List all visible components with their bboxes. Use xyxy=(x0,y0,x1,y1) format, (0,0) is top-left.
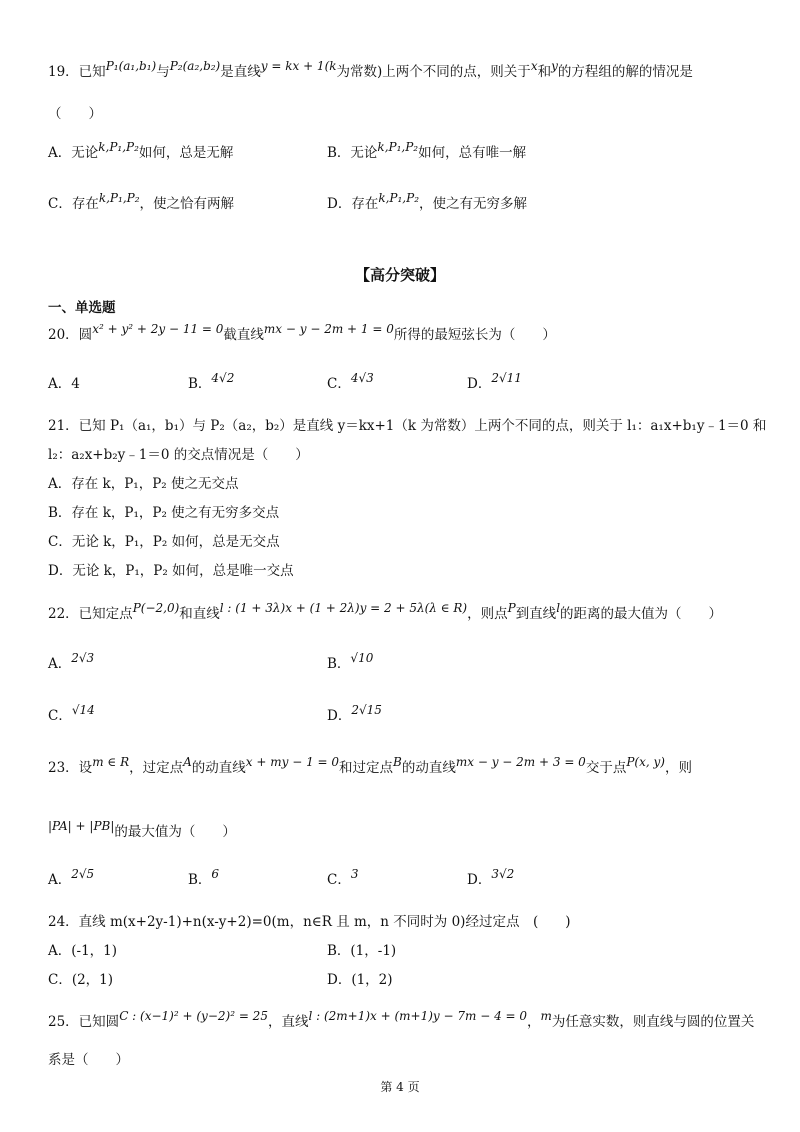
q20-option-a[interactable]: A．4 xyxy=(48,376,80,392)
q21-option-a[interactable]: A．存在 k，P₁，P₂ 使之无交点 xyxy=(48,476,239,492)
q25-stem-line2: 系是（ ） xyxy=(48,1052,129,1068)
q24-stem: 24．直线 m(x+2y-1)+n(x-y+2)=0(m，n∈R 且 m，n 不同时为 0)经过定点 ( ) xyxy=(48,914,571,930)
q19-line: y = kx + 1(k xyxy=(260,59,337,73)
q22-option-a[interactable]: A．2√3 xyxy=(48,651,95,672)
q24-option-d[interactable]: D．(1，2) xyxy=(327,972,393,988)
q21-option-d[interactable]: D．无论 k，P₁，P₂ 如何，总是唯一交点 xyxy=(48,563,294,579)
q19-paren: （ ） xyxy=(48,106,102,122)
q22-option-c[interactable]: C．√14 xyxy=(48,703,95,724)
q24-option-a[interactable]: A．(-1，1) xyxy=(48,943,118,959)
section-subtitle: 一、单选题 xyxy=(48,300,116,316)
q20-option-d[interactable]: D．2√11 xyxy=(467,371,522,392)
q21-stem-line1: 21．已知 P₁（a₁，b₁）与 P₂（a₂，b₂）是直线 y＝kx+1（k 为常数）上两个不同的点，则关于 l₁：a₁x+b₁y﹣1＝0 和 xyxy=(48,418,767,434)
q21-stem-line2: l₂：a₂x+b₂y﹣1＝0 的交点情况是（ ） xyxy=(48,447,309,463)
q19-option-a[interactable]: A．无论k,P₁,P₂如何，总是无解 xyxy=(48,140,234,161)
q21-option-c[interactable]: C．无论 k，P₁，P₂ 如何，总是无交点 xyxy=(48,534,280,550)
q20-stem: 20．圆x² + y² + 2y − 11 = 0截直线mx − y − 2m + 1 = 0所得的最短弦长为（ ） xyxy=(48,322,556,343)
q19-p2: P₂(a₂,b₂) xyxy=(169,59,221,73)
q23-option-d[interactable]: D．3√2 xyxy=(467,867,515,888)
q22-option-d[interactable]: D．2√15 xyxy=(327,703,382,724)
q23-option-c[interactable]: C．3 xyxy=(327,867,359,888)
q19-p1: P₁(a₁,b₁) xyxy=(105,59,157,73)
q19-option-d[interactable]: D．存在k,P₁,P₂，使之有无穷多解 xyxy=(327,191,527,212)
q22-option-b[interactable]: B．√10 xyxy=(327,651,374,672)
q19-option-b[interactable]: B．无论k,P₁,P₂如何，总有唯一解 xyxy=(327,140,527,161)
q24-option-b[interactable]: B．(1，-1) xyxy=(327,943,397,959)
q21-option-b[interactable]: B．存在 k，P₁，P₂ 使之有无穷多交点 xyxy=(48,505,280,521)
q20-option-b[interactable]: B．4√2 xyxy=(188,371,235,392)
q23-stem-line2: |PA| + |PB|的最大值为（ ） xyxy=(48,819,236,840)
q22-stem: 22．已知定点P(−2,0)和直线l : (1 + 3λ)x + (1 + 2λ)y = 2 + 5λ(λ ∈ R)，则点P到直线l的距离的最大值为（ ） xyxy=(48,601,723,622)
q24-option-c[interactable]: C．(2，1) xyxy=(48,972,114,988)
q20-option-c[interactable]: C．4√3 xyxy=(327,371,374,392)
q23-stem: 23．设m ∈ R，过定点A的动直线x + my − 1 = 0和过定点B的动直线mx − y − 2m + 3 = 0交于点P(x, y)，则 xyxy=(48,755,692,776)
q19-option-c[interactable]: C．存在k,P₁,P₂，使之恰有两解 xyxy=(48,191,235,212)
q25-stem: 25．已知圆C : (x−1)² + (y−2)² = 25，直线l : (2m+1)x + (m+1)y − 7m − 4 = 0，m为任意实数，则直线与圆的位置关 xyxy=(48,1009,755,1030)
q19-stem: 19．已知P₁(a₁,b₁)与P₂(a₂,b₂)是直线y = kx + 1(k为常数)上两个不同的点，则关于x和y的方程组的解的情况是 xyxy=(48,59,693,80)
q23-option-a[interactable]: A．2√5 xyxy=(48,867,95,888)
q23-option-b[interactable]: B．6 xyxy=(188,867,220,888)
page-number: 第 4 页 xyxy=(380,1080,420,1094)
section-title: 【高分突破】 xyxy=(354,266,445,284)
